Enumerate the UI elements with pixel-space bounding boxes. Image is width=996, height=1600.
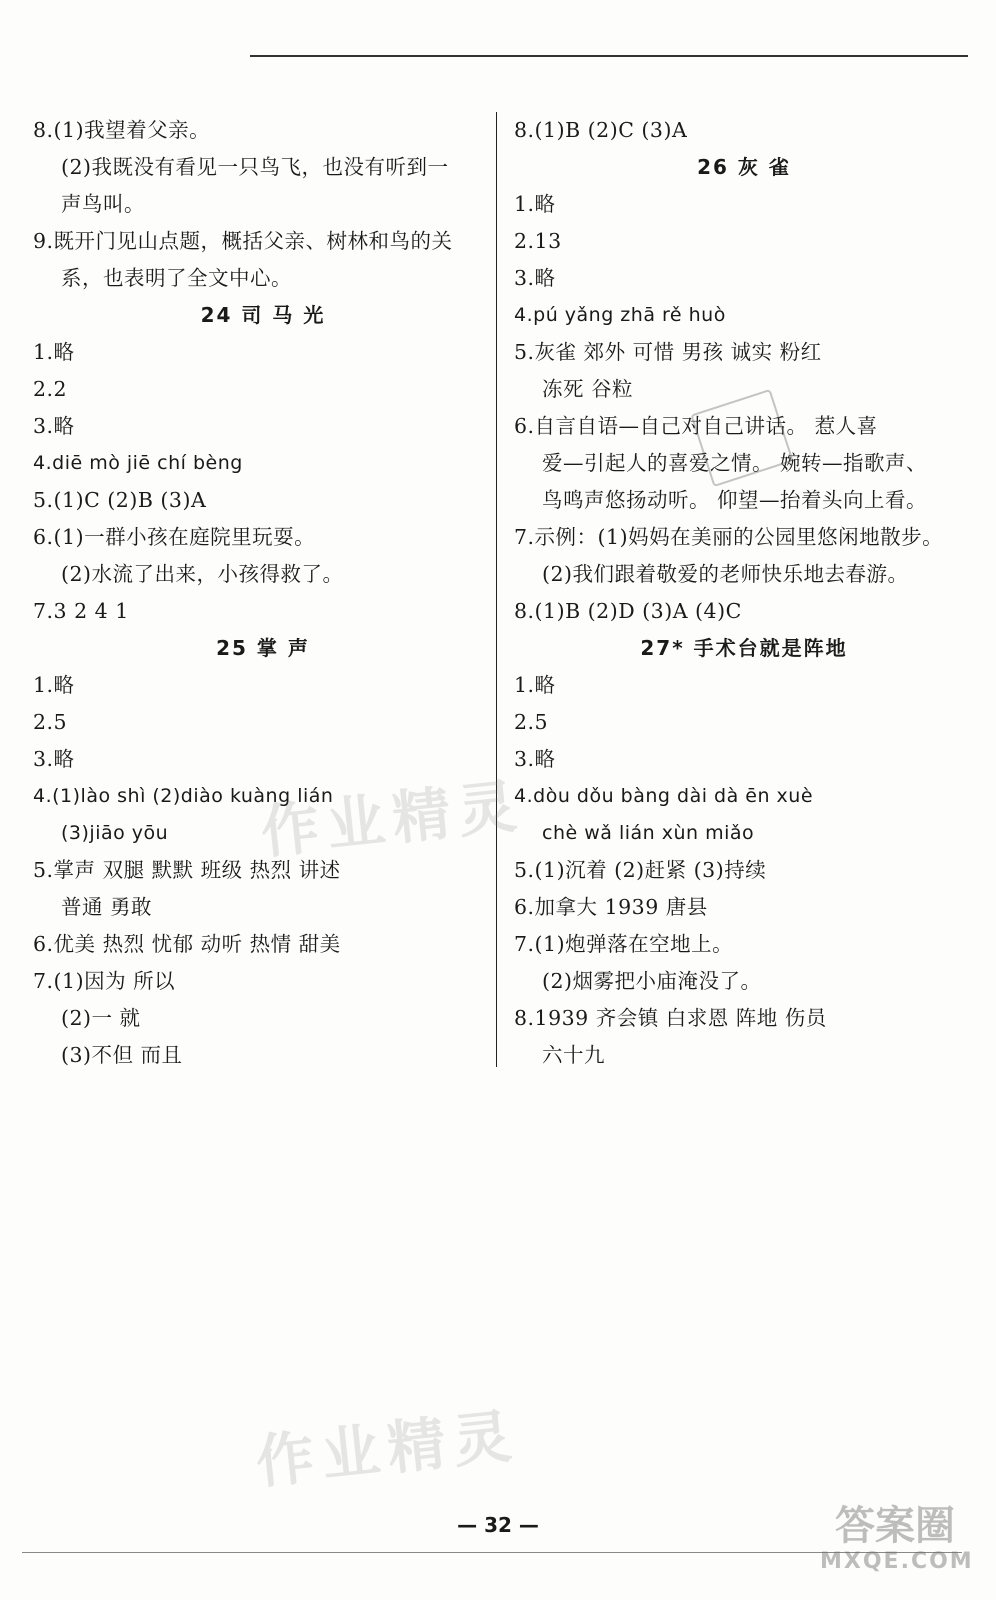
answer-line: 5.(1)C (2)B (3)A (33, 488, 207, 512)
watermark-bottom: 作业精灵 (252, 1401, 523, 1497)
answer-line: 7.示例：(1)妈妈在美丽的公园里悠闲地散步。 (514, 525, 944, 549)
answer-line: 3.略 (514, 266, 556, 290)
answer-line: (3)jiāo yōu (61, 822, 169, 844)
answer-line: 7.(1)炮弹落在空地上。 (514, 932, 734, 956)
answer-line: 爱—引起人的喜爱之情。 婉转—指歌声、 (542, 451, 928, 475)
answer-line: (2)烟雾把小庙淹没了。 (542, 969, 762, 993)
answer-line: 5.掌声 双腿 默默 班级 热烈 讲述 (33, 858, 341, 882)
answer-line: 5.(1)沉着 (2)赶紧 (3)持续 (514, 858, 767, 882)
answer-line: 2.13 (514, 229, 562, 253)
answer-line: 1.略 (33, 340, 75, 364)
answer-line: (2)我们跟着敬爱的老师快乐地去春游。 (542, 562, 909, 586)
answer-line: 7.(1)因为 所以 (33, 969, 176, 993)
answer-line: 4.diē mò jiē chí bèng (33, 452, 243, 474)
answer-line: 1.略 (514, 192, 556, 216)
answer-line: 4.dòu dǒu bàng dài dà ēn xuè (514, 785, 814, 807)
site-logo-url: MXQE.COM (820, 1549, 974, 1574)
watermark-middle: 作业精灵 (257, 771, 528, 867)
answer-line: 系，也表明了全文中心。 (61, 266, 292, 290)
answer-line: 2.5 (33, 710, 68, 734)
answer-line: 1.略 (514, 673, 556, 697)
answer-line: 六十九 (542, 1043, 605, 1067)
answer-line: 普通 勇敢 (61, 895, 153, 919)
answer-line: 6.(1)一群小孩在庭院里玩耍。 (33, 525, 316, 549)
section-heading: 27* 手术台就是阵地 (640, 636, 848, 660)
answer-line: 3.略 (514, 747, 556, 771)
section-heading: 24 司 马 光 (200, 303, 326, 327)
answer-line: 声鸟叫。 (61, 192, 145, 216)
left-column (33, 112, 493, 1074)
answer-line: (2)一 就 (61, 1006, 141, 1030)
site-logo (820, 1503, 974, 1583)
answer-line: 3.略 (33, 747, 75, 771)
answer-line: 4.pú yǎng zhā rě huò (514, 304, 726, 326)
answer-line: 3.略 (33, 414, 75, 438)
section-heading: 26 灰 雀 (697, 155, 791, 179)
answer-line: 2.5 (514, 710, 549, 734)
column-divider (496, 112, 497, 1067)
answer-line: 8.(1)B (2)C (3)A (514, 118, 688, 142)
answer-line: 9.既开门见山点题，概括父亲、树林和鸟的关 (33, 229, 453, 253)
answer-line: chè wǎ lián xùn miǎo (542, 822, 755, 844)
section-heading: 25 掌 声 (216, 636, 310, 660)
answer-line: 7.3 2 4 1 (33, 599, 129, 623)
answer-line: 8.(1)我望着父亲。 (33, 118, 211, 142)
page-number: — 32 — (457, 1513, 539, 1537)
answer-line: 4.(1)lào shì (2)diào kuàng lián (33, 785, 334, 807)
answer-line: 5.灰雀 郊外 可惜 男孩 诚实 粉红 (514, 340, 822, 364)
answer-line: 鸟鸣声悠扬动听。 仰望—抬着头向上看。 (542, 488, 928, 512)
answer-line: 6.加拿大 1939 唐县 (514, 895, 708, 919)
answer-line: (2)我既没有看见一只鸟飞，也没有听到一 (61, 155, 449, 179)
top-rule (250, 55, 968, 57)
answer-line: 8.1939 齐会镇 白求恩 阵地 伤员 (514, 1006, 827, 1030)
answer-line: (3)不但 而且 (61, 1043, 183, 1067)
answer-line: 6.自言自语—自己对自己讲话。 惹人喜 (514, 414, 878, 438)
site-logo-text: 答案圈 (835, 1503, 955, 1549)
answer-line: 6.优美 热烈 忧郁 动听 热情 甜美 (33, 932, 341, 956)
answer-line: 8.(1)B (2)D (3)A (4)C (514, 599, 742, 623)
answer-line: 冻死 谷粒 (542, 377, 634, 401)
answer-line: (2)水流了出来，小孩得救了。 (61, 562, 344, 586)
right-column (514, 112, 974, 1074)
answer-line: 2.2 (33, 377, 68, 401)
answer-line: 1.略 (33, 673, 75, 697)
